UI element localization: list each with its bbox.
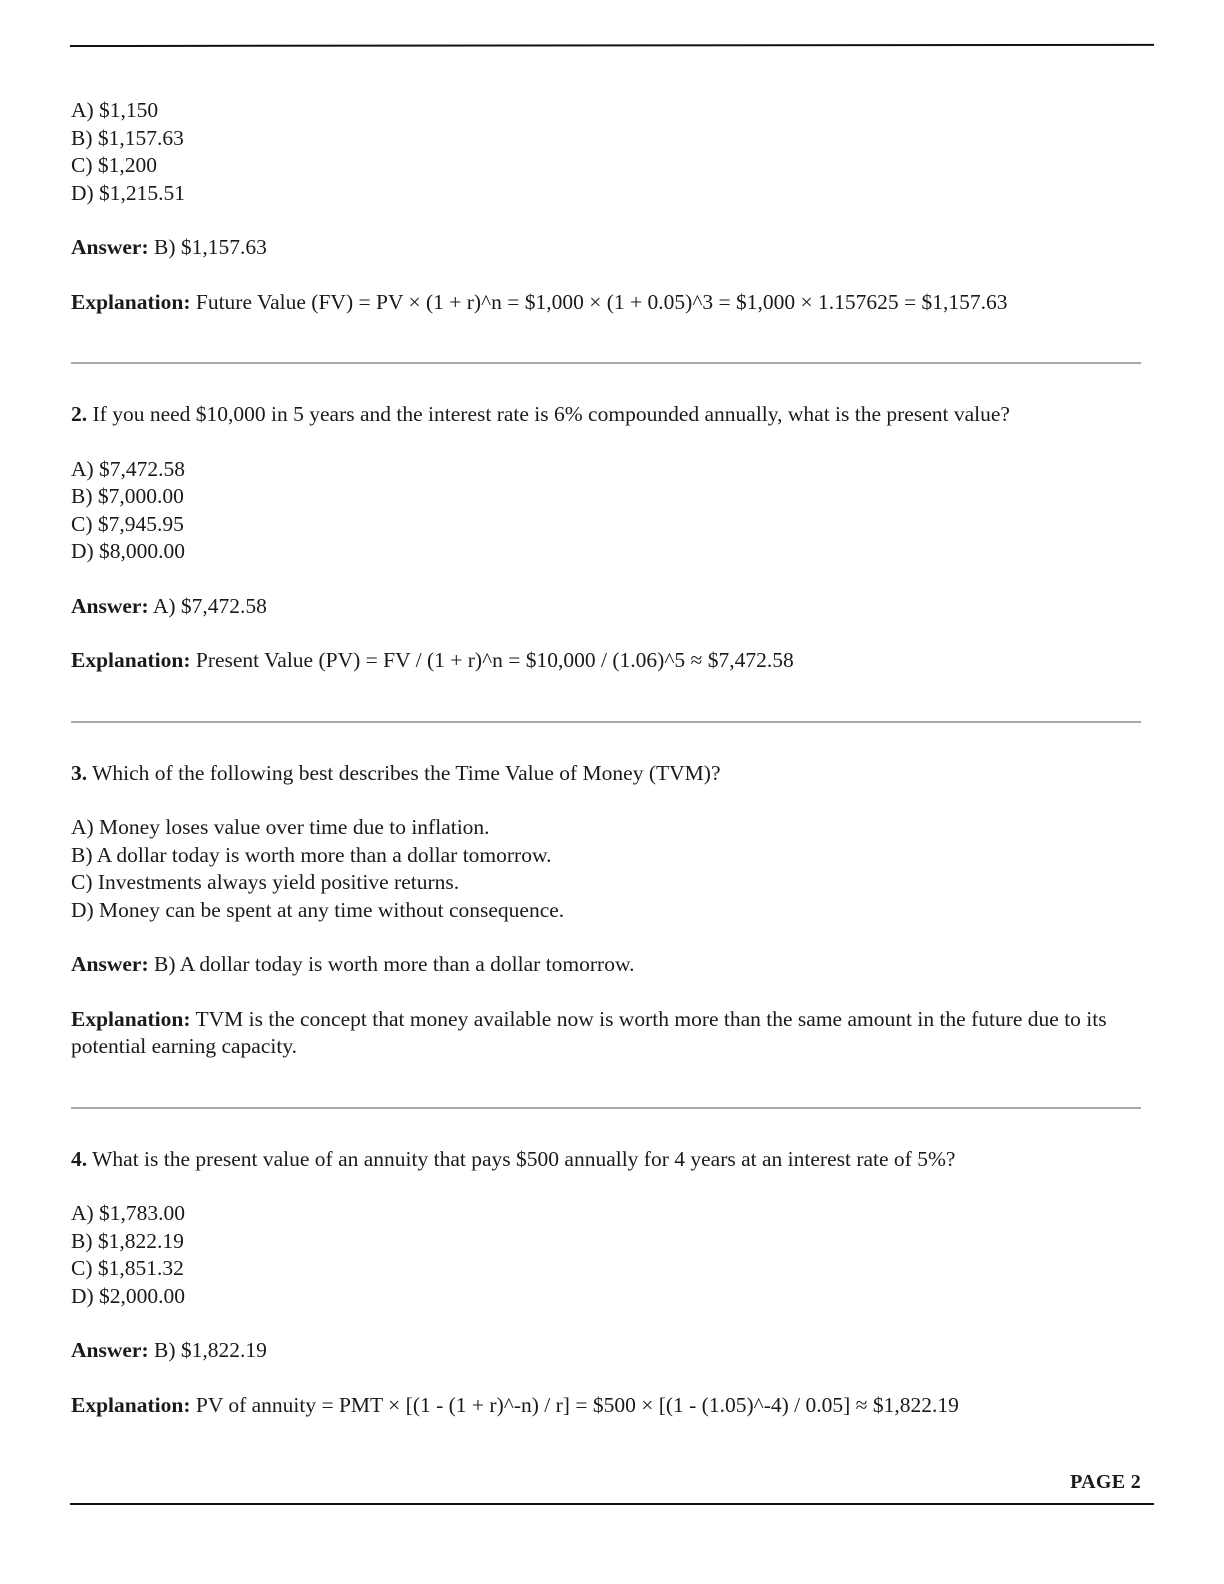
- answer-text: A) $7,472.58: [152, 593, 267, 618]
- question-4-option-a: A) $1,783.00: [71, 1201, 186, 1225]
- question-text: If you need $10,000 in 5 years and the interest rate is 6% compounded annually, what is the present value?: [92, 402, 1010, 426]
- question-4-block: [71, 1146, 1141, 1420]
- question-4-prompt: [71, 1146, 1141, 1174]
- explanation-label: Explanation:: [71, 1392, 191, 1417]
- question-3-option-a: A) Money loses value over time due to inflation.: [71, 815, 490, 839]
- question-1-block: [71, 97, 1141, 316]
- explanation-text: Future Value (FV) = PV × (1 + r)^n = $1,000 × (1 + 0.05)^3 = $1,000 × 1.157625 = $1,157.63: [195, 289, 1008, 314]
- question-1-option-a: A) $1,150: [71, 98, 159, 122]
- question-number: 4.: [71, 1146, 88, 1171]
- question-3-option-d: D) Money can be spent at any time without consequence.: [71, 897, 565, 922]
- question-1-explanation: [71, 289, 1141, 317]
- question-text: What is the present value of an annuity that pays $500 annually for 4 years at an interest rate of 5%?: [92, 1146, 956, 1171]
- question-4-options: [71, 1200, 1141, 1310]
- question-2-answer: [71, 593, 1141, 621]
- question-3-option-c: C) Investments always yield positive returns.: [71, 870, 460, 894]
- explanation-text: Present Value (PV) = FV / (1 + r)^n = $10,000 / (1.06)^5 ≈ $7,472.58: [195, 648, 794, 672]
- answer-text: B) $1,822.19: [154, 1338, 267, 1362]
- explanation-label: Explanation:: [71, 1006, 191, 1031]
- question-2-option-c: C) $7,945.95: [71, 511, 184, 536]
- answer-label: Answer:: [71, 593, 149, 618]
- answer-text: B) A dollar today is worth more than a dollar tomorrow.: [154, 952, 635, 976]
- separator: [71, 721, 1141, 723]
- explanation-label: Explanation:: [71, 648, 191, 672]
- header-rule: [70, 44, 1154, 47]
- question-2-prompt: [71, 401, 1141, 429]
- question-3-option-b: B) A dollar today is worth more than a dollar tomorrow.: [71, 842, 552, 867]
- question-2-option-d: D) $8,000.00: [71, 539, 186, 563]
- explanation-label: Explanation:: [71, 289, 191, 314]
- question-number: 2.: [71, 402, 88, 426]
- question-1-option-d: D) $1,215.51: [71, 180, 186, 205]
- question-1-answer: [71, 234, 1141, 262]
- question-2-option-b: B) $7,000.00: [71, 484, 184, 508]
- question-2-explanation: [71, 647, 1141, 675]
- footer-rule: [70, 1503, 1154, 1505]
- question-text: Which of the following best describes the Time Value of Money (TVM)?: [92, 760, 721, 785]
- question-1-option-c: C) $1,200: [71, 153, 157, 177]
- separator: [71, 1107, 1141, 1109]
- question-1-option-b: B) $1,157.63: [71, 125, 184, 150]
- answer-label: Answer:: [71, 235, 149, 259]
- question-2-option-a: A) $7,472.58: [71, 456, 186, 481]
- question-3-explanation: [71, 1006, 1141, 1061]
- question-3-options: [71, 814, 1141, 924]
- answer-text: B) $1,157.63: [154, 235, 267, 259]
- explanation-text: PV of annuity = PMT × [(1 - (1 + r)^-n) / r] = $500 × [(1 - (1.05)^-4) / 0.05] ≈ $1,822.19: [195, 1392, 959, 1417]
- page-content: [71, 97, 1141, 1419]
- explanation-text: TVM is the concept that money available now is worth more than the same amount in the future due to its potential earning capacity.: [71, 1006, 1107, 1058]
- page-number: PAGE 2: [1070, 1471, 1141, 1493]
- question-4-option-d: D) $2,000.00: [71, 1283, 186, 1308]
- question-1-options: [71, 97, 1141, 207]
- question-number: 3.: [71, 760, 88, 785]
- separator: [71, 362, 1141, 364]
- answer-label: Answer:: [71, 1338, 149, 1362]
- question-3-answer: [71, 951, 1141, 979]
- question-3-block: [71, 760, 1141, 1061]
- question-4-option-b: B) $1,822.19: [71, 1228, 184, 1253]
- answer-label: Answer:: [71, 952, 149, 976]
- question-4-option-c: C) $1,851.32: [71, 1256, 184, 1280]
- question-4-explanation: [71, 1392, 1141, 1420]
- question-3-prompt: [71, 760, 1141, 788]
- question-4-answer: [71, 1337, 1141, 1365]
- question-2-block: [71, 401, 1141, 675]
- question-2-options: [71, 456, 1141, 566]
